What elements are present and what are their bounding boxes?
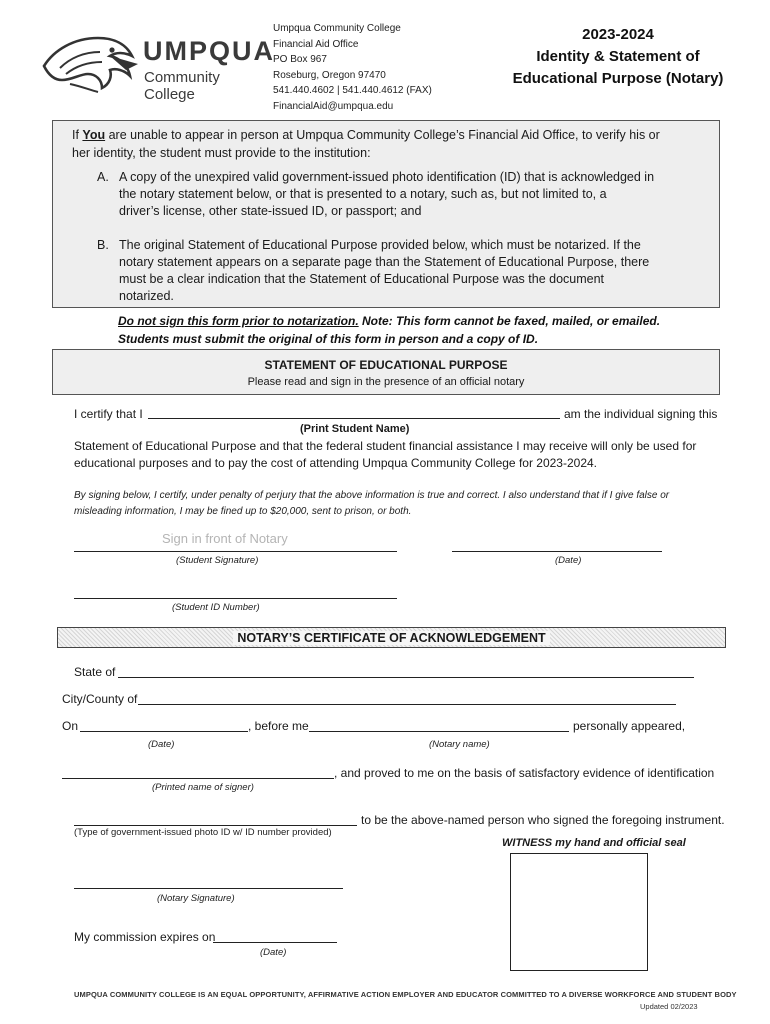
student-signature-field[interactable] (74, 551, 397, 552)
commission-date-label: (Date) (260, 947, 287, 958)
printed-name-label: (Printed name of signer) (152, 782, 254, 793)
before-me-label: , before me (248, 719, 309, 733)
student-name-field[interactable] (148, 418, 560, 419)
signature-date-field[interactable] (452, 551, 662, 552)
county-field[interactable] (138, 704, 676, 705)
student-id-label: (Student ID Number) (172, 602, 260, 613)
address-line: Financial Aid Office (273, 38, 359, 50)
document-title (498, 24, 738, 90)
warning-line: Students must submit the original of this form in person and a copy of ID. (118, 331, 539, 346)
notary-name-label: (Notary name) (429, 739, 490, 750)
print-name-label: (Print Student Name) (300, 423, 410, 435)
email-address: FinancialAid@umpqua.edu (273, 100, 394, 112)
warning-underlined: Do not sign this form prior to notarization. (118, 314, 359, 328)
intro-line: her identity, the student must provide to the institution: (72, 146, 371, 160)
official-seal-box (510, 853, 648, 971)
intro-prefix: If (72, 128, 83, 142)
logo-wordmark: UMPQUA (143, 36, 275, 66)
statement-header-box (52, 349, 720, 395)
statement-body-line: educational purposes and to pay the cost of attending Umpqua Community College for 2023-2024. (74, 456, 597, 470)
proved-text: , and proved to me on the basis of satisfactory evidence of identification (334, 766, 715, 780)
item-a-line: A copy of the unexpired valid government-issued photo identification (ID) that is acknowledged in (119, 170, 655, 184)
item-b-letter: B. (97, 238, 109, 252)
certify-suffix: am the individual signing this (564, 407, 718, 421)
item-b-line: notarized. (119, 289, 174, 303)
date-label: (Date) (555, 555, 582, 566)
notary-date-label: (Date) (148, 739, 175, 750)
statement-body-line: Statement of Educational Purpose and that the federal student financial assistance I may receive will only be used for (74, 439, 697, 453)
address-line: Umpqua Community College (273, 23, 401, 34)
item-a-line: driver’s license, other state-issued ID, or passport; and (119, 204, 422, 218)
item-b-line: notary statement appears on a separate page than the Statement of Educational Purpose, there (119, 255, 650, 269)
notary-certificate-heading (57, 627, 726, 648)
state-label: State of (74, 665, 116, 679)
notary-signature-label: (Notary Signature) (157, 893, 235, 904)
notary-heading-text: NOTARY’S CERTIFICATE OF ACKNOWLEDGEMENT (233, 631, 549, 645)
signer-name-field[interactable] (62, 778, 334, 779)
item-a-letter: A. (97, 170, 109, 184)
intro-emphasis: You (82, 128, 106, 142)
appeared-label: personally appeared, (573, 719, 686, 733)
perjury-statement-line: misleading information, I may be fined up to $20,000, sent to prison, or both. (74, 506, 412, 517)
equal-opportunity-statement: UMPQUA COMMUNITY COLLEGE IS AN EQUAL OPPORTUNITY, AFFIRMATIVE ACTION EMPLOYER AND EDUCATOR COMMITTED TO A DIVERSE WORKFORCE AND STUDENT BODY (74, 990, 737, 999)
title-line: Educational Purpose (Notary) (512, 70, 724, 87)
office-address (273, 21, 432, 114)
commission-label: My commission expires on (74, 930, 216, 944)
notary-date-field[interactable] (80, 731, 248, 732)
student-signature-label: (Student Signature) (176, 555, 259, 566)
college-logo (40, 28, 275, 103)
to-be-text: to be the above-named person who signed the foregoing instrument. (361, 813, 725, 827)
certify-prefix: I certify that I (74, 407, 143, 421)
title-year: 2023-2024 (582, 26, 654, 43)
intro-text: are unable to appear in person at Umpqua Community College’s Financial Aid Office, to verify his or (105, 128, 660, 142)
item-b-line: must be a clear indication that the Statement of Educational Purpose was the document (119, 272, 605, 286)
item-a-line: the notary statement below, or that is presented to a notary, such as, but not limited to, a (119, 187, 607, 201)
title-line: Identity & Statement of (536, 48, 700, 65)
id-type-field[interactable] (74, 825, 357, 826)
state-field[interactable] (118, 677, 694, 678)
address-line: Roseburg, Oregon 97470 (273, 69, 386, 81)
warning-note: Note: This form cannot be faxed, mailed, or emailed. (358, 314, 661, 328)
item-b-line: The original Statement of Educational Purpose provided below, which must be notarized. If the (119, 238, 641, 252)
logo-subtitle: Community College (144, 69, 220, 103)
updated-date: Updated 02/2023 (640, 1002, 698, 1011)
student-id-field[interactable] (74, 598, 397, 599)
notarization-warning (118, 313, 660, 348)
county-label: City/County of (62, 692, 138, 706)
statement-heading: STATEMENT OF EDUCATIONAL PURPOSE (264, 358, 508, 372)
witness-label: WITNESS my hand and official seal (502, 837, 686, 849)
perjury-statement-line: By signing below, I certify, under penalty of perjury that the above information is true and correct. I also understand that if I give false or (74, 490, 670, 501)
notary-name-field[interactable] (309, 731, 569, 732)
on-label: On (62, 719, 79, 733)
intro-line (72, 127, 660, 145)
id-type-label: (Type of government-issued photo ID w/ ID number provided) (74, 827, 332, 838)
address-line: PO Box 967 (273, 54, 327, 65)
commission-date-field[interactable] (213, 942, 337, 943)
instructions-box (52, 120, 720, 308)
statement-subheading: Please read and sign in the presence of an official notary (247, 376, 525, 388)
eagle-mascot-icon (40, 28, 142, 94)
address-line: 541.440.4602 | 541.440.4612 (FAX) (273, 85, 432, 96)
signature-placeholder: Sign in front of Notary (162, 531, 288, 546)
notary-signature-field[interactable] (74, 888, 343, 889)
